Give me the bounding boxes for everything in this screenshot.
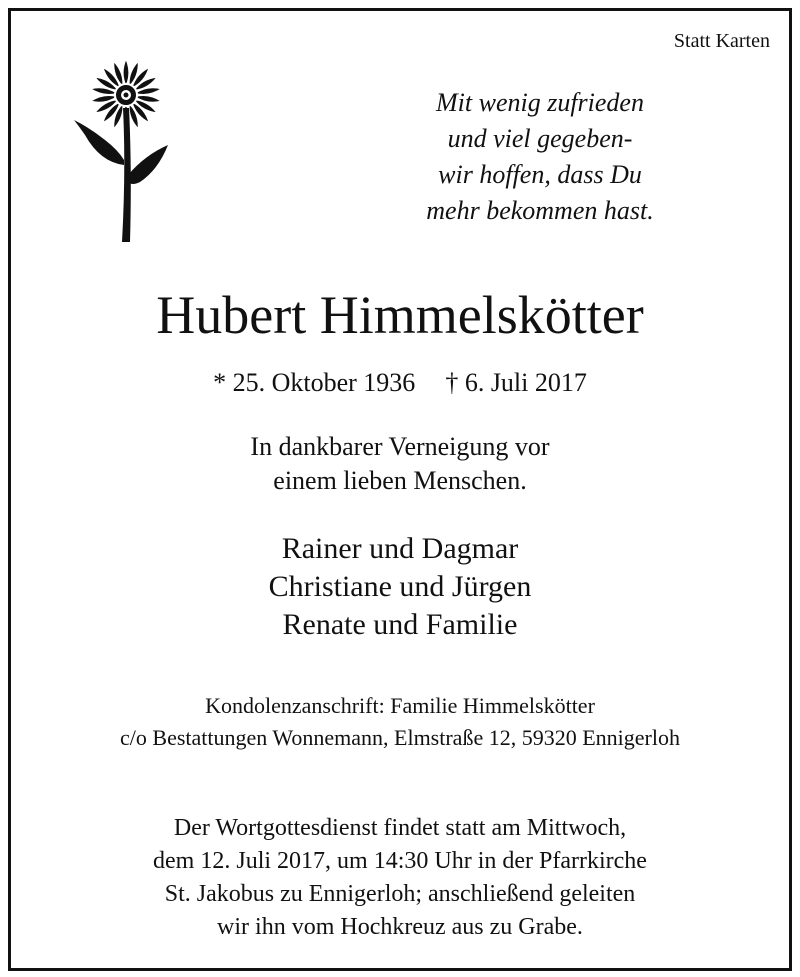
gratitude-text [0,430,800,498]
deceased-name: Hubert Himmelskötter [156,285,644,345]
gratitude-line: In dankbarer Verneigung vor [250,432,550,461]
life-dates [0,366,800,400]
mourner-name: Renate und Familie [282,608,518,641]
poem [390,85,690,229]
gratitude-line: einem lieben Menschen. [273,466,527,495]
service-info [0,812,800,944]
poem-line: mehr bekommen hast. [426,196,654,225]
statt-karten-label: Statt Karten [673,30,770,52]
birth-date: * 25. Oktober 1936 [213,368,416,397]
poem-line: wir hoffen, dass Du [438,160,642,189]
sunflower-icon [60,50,190,250]
service-line: Der Wortgottesdienst findet statt am Mittwoch, [173,815,627,841]
service-line: dem 12. Juli 2017, um 14:30 Uhr in der Pfarrkirche [153,848,647,874]
service-line: wir ihn vom Hochkreuz aus zu Grabe. [217,914,583,940]
condolence-address [0,690,800,754]
poem-line: und viel gegeben- [447,124,633,153]
mourner-name: Christiane und Jürgen [268,570,532,603]
death-date: † 6. Juli 2017 [445,368,587,397]
condolence-line: c/o Bestattungen Wonnemann, Elmstraße 12, 59320 Ennigerloh [120,725,680,750]
sunflower-petal [123,59,129,86]
condolence-line: Kondolenzanschrift: Familie Himmelskötter [205,693,595,718]
mourner-name: Rainer und Dagmar [281,532,519,565]
service-line: St. Jakobus zu Ennigerloh; anschließend geleiten [164,881,636,907]
poem-line: Mit wenig zufrieden [436,88,644,117]
mourners-list [0,530,800,644]
